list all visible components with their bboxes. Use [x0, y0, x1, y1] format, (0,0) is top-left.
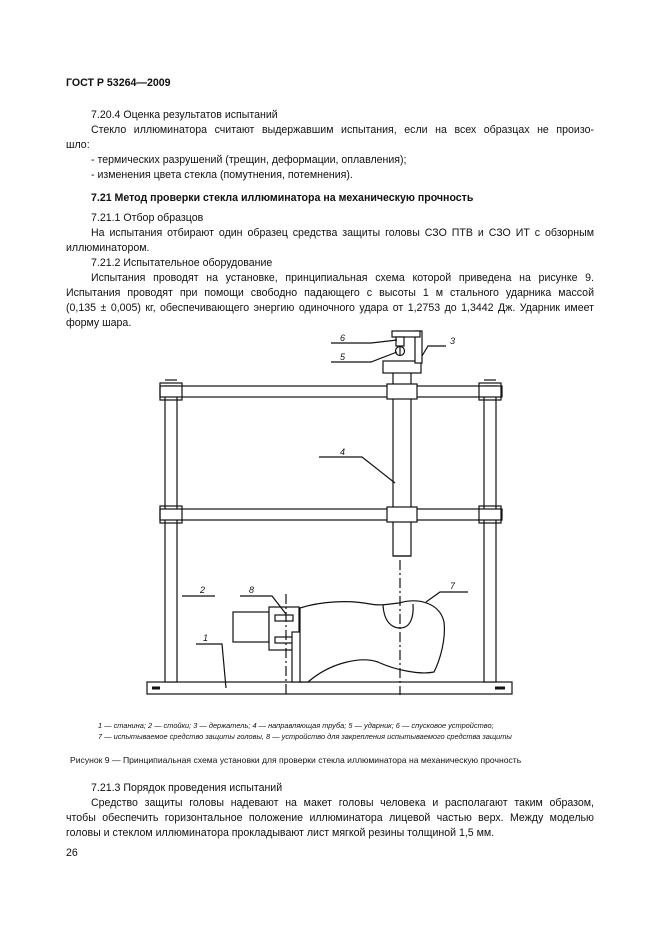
section-7-21-3-heading: 7.21.3 Порядок проведения испытаний — [91, 782, 283, 794]
paragraph-line: головы и стеклом иллюминатора прокладывают лист мягкой резины толщиной 1,5 мм. — [66, 827, 495, 839]
document-id-header: ГОСТ Р 53264—2009 — [66, 77, 171, 89]
section-7-21-2-heading: 7.21.2 Испытательное оборудование — [91, 257, 273, 269]
callout-5: 5 — [340, 352, 346, 362]
page-number: 26 — [66, 847, 78, 859]
right-upright — [484, 386, 496, 682]
figure-legend-line: 1 — станина; 2 — стойки; 3 — держатель; 4 — направляющая труба; 5 — ударник; 6 — спусковое устройство; — [98, 721, 494, 730]
upper-crossbar — [160, 386, 502, 397]
paragraph-line: Средство защиты головы надевают на макет головы человека и располагают таким образом, — [91, 797, 594, 809]
paragraph-line: Испытания проводят при помощи свободно падающего с высоты 1 м стального ударника массой — [66, 287, 594, 299]
trigger-device — [396, 337, 404, 346]
figure-caption: Рисунок 9 — Принципиальная схема установки для проверки стекла иллюминатора на механическую прочность — [70, 755, 522, 765]
paragraph-line: На испытания отбирают один образец средства защиты головы СЗО ПТВ и СЗО ИТ с обзорным — [91, 227, 594, 239]
section-7-20-4-heading: 7.20.4 Оценка результатов испытаний — [91, 109, 278, 121]
callout-2: 2 — [200, 585, 206, 595]
paragraph-line: шло: — [66, 139, 90, 151]
tested-helmet — [300, 601, 444, 682]
callout-7: 7 — [450, 581, 456, 591]
callout-8: 8 — [249, 585, 255, 595]
left-upright — [165, 386, 177, 682]
paragraph-line: чтобы обеспечить горизонтальное положение иллюминатора лицевой частью верх. Между моделью — [66, 812, 594, 824]
list-item: - термических разрушений (трещин, деформации, оплавления); — [91, 154, 407, 166]
figure-legend-line: 7 — испытываемое средство защиты головы, 8 — устройство для закрепления испытываемого средства защиты — [98, 732, 512, 741]
section-7-21-title: 7.21 Метод проверки стекла иллюминатора на механическую прочность — [91, 192, 474, 204]
paragraph-line: форму шара. — [66, 317, 132, 329]
section-7-21-1-heading: 7.21.1 Отбор образцов — [91, 212, 204, 224]
paragraph-line: Стекло иллюминатора считают выдержавшим испытания, если на всех образцах не произо- — [91, 124, 594, 136]
paragraph-line: иллюминатором. — [66, 242, 150, 254]
paragraph-line: (0,135 ± 0,005) кг, обеспечивающего энергию одиночного удара от 1,2753 до 1,3442 Дж. Ударник имеет — [66, 302, 594, 314]
callout-1: 1 — [203, 633, 209, 643]
middle-crossbar — [160, 509, 502, 520]
callout-4: 4 — [340, 447, 346, 457]
callout-3: 3 — [450, 336, 456, 346]
paragraph-line: Испытания проводят на установке, принципиальная схема которой приведена на рисунке 9. — [91, 272, 594, 284]
mount-weight — [233, 612, 269, 642]
base-frame — [147, 682, 512, 694]
list-item: - изменения цвета стекла (помутнения, потемнения). — [91, 169, 353, 181]
callout-6: 6 — [340, 333, 346, 343]
